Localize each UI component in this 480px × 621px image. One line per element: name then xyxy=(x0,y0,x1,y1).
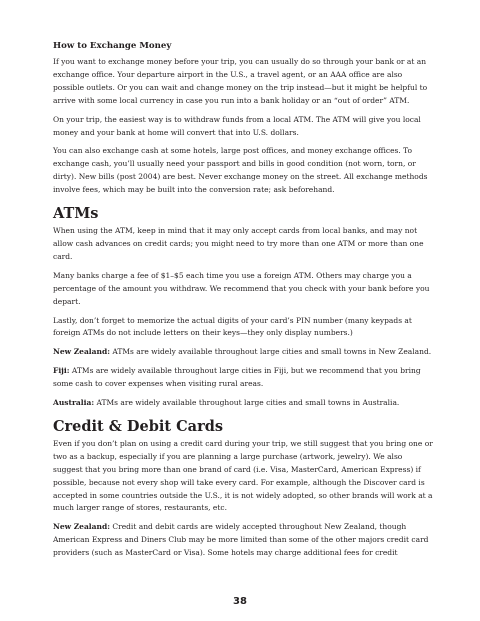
atms-paragraph-3: Lastly, don’t forget to memorize the actual digits of your card’s PIN number (many keypads at foreign ATMs do not include letters on their keys—they only display numbers.) xyxy=(53,315,412,338)
cards-new-zealand-text: Credit and debit cards are widely accepted throughout New Zealand, though American Express and Diners Club may be more limited than some of the other majors credit card providers (such as MasterCard or Visa). Some hotels may charge additional fees for credit xyxy=(53,522,429,558)
atms-australia-text: ATMs are widely available throughout large cities and small towns in Australia. xyxy=(94,398,400,408)
atms-new-zealand xyxy=(53,346,433,359)
page-content xyxy=(53,40,433,566)
exchange-heading: How to Exchange Money xyxy=(53,41,172,51)
atms-fiji-label: Fiji: xyxy=(53,366,70,376)
atms-paragraph-2: Many banks charge a fee of $1–$5 each time you use a foreign ATM. Others may charge you a percentage of the amount you withdraw. We recommend that you check with your bank before you depart. xyxy=(53,270,430,306)
atms-new-zealand-text: ATMs are widely available throughout large cities and small towns in New Zealand. xyxy=(109,347,432,357)
exchange-paragraph-3: You can also exchange cash at some hotels, large post offices, and money exchange offices. To exchange cash, you’ll usually need your passport and bills in good condition (not worn, torn, or dirty). New bills (post 2004) are best. Never exchange money on the street. All exchange methods involve fees, which may be built into the conversion rate; ask beforehand. xyxy=(53,146,428,195)
exchange-paragraph-2: On your trip, the easiest way is to withdraw funds from a local ATM. The ATM will give you local money and your bank at home will convert that into U.S. dollars. xyxy=(53,114,421,137)
atms-australia xyxy=(53,397,433,410)
atms-australia-label: Australia: xyxy=(53,398,95,408)
atms-new-zealand-label: New Zealand: xyxy=(53,347,110,357)
page-number: 38 xyxy=(233,596,247,607)
cards-new-zealand-label: New Zealand: xyxy=(53,522,110,532)
atms-paragraph-1: When using the ATM, keep in mind that it may only accept cards from local banks, and may not allow cash advances on credit cards; you might need to try more than one ATM or more than one card. xyxy=(53,226,424,261)
atms-fiji-text: ATMs are widely available throughout large cities in Fiji, but we recommend that you bring some cash to cover expenses when visiting rural areas. xyxy=(53,366,421,389)
exchange-paragraph-1: If you want to exchange money before your trip, you can usually do so through your bank or at an exchange office. Your departure airport in the U.S., a travel agent, or an AAA office are also possible outlets. Or you can wait and change money on the trip instead—but it might be helpful to arrive with some local currency in case you run into a bank holiday or an “out of order” ATM. xyxy=(53,57,428,105)
cards-heading: Credit & Debit Cards xyxy=(53,417,224,435)
atms-fiji xyxy=(53,365,433,391)
atms-heading: ATMs xyxy=(53,205,99,223)
cards-new-zealand xyxy=(53,521,433,560)
cards-paragraph-1: Even if you don’t plan on using a credit card during your trip, we still suggest that you bring one or two as a backup, especially if you are planning a large purchase (artwork, jewelry). We also suggest that you bring more than one brand of card (i.e. Visa, MasterCard, American Express) if possible, because not every shop will take every card. For example, although the Discover card is accepted in some countries outside the U.S., it is not widely adopted, so other brands will work at a much larger range of stores, restaurants, etc. xyxy=(53,438,433,513)
